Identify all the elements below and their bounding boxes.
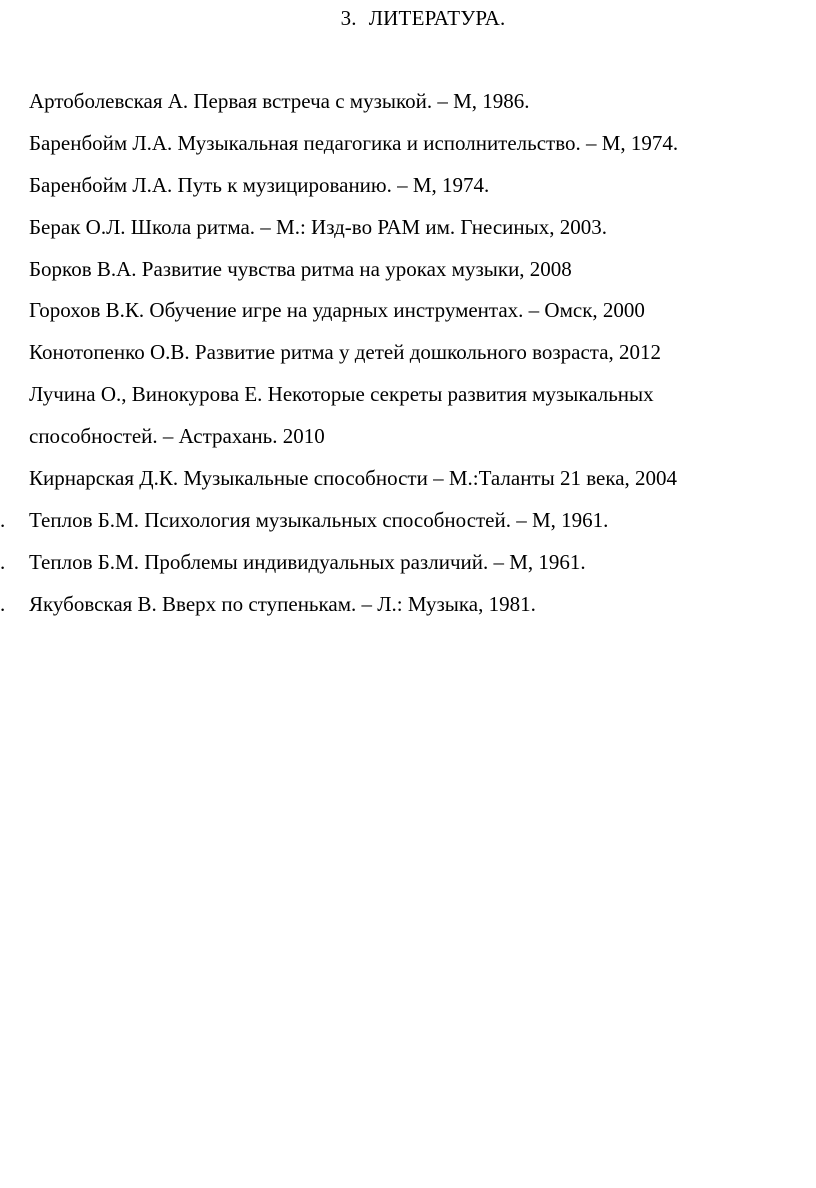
reference-item [0,337,816,379]
reference-item [0,589,816,631]
reference-item [0,212,816,254]
reference-text: Артоболевская А. Первая встреча с музыкой. – М, 1986. [29,89,530,113]
reference-text-continuation: способностей. – Астрахань. 2010 [29,424,325,449]
section-heading [0,6,816,31]
reference-item [0,379,816,421]
reference-item [0,505,816,547]
reference-text: Теплов Б.М. Психология музыкальных способностей. – М, 1961. [29,507,609,532]
reference-text: Теплов Б.М. Проблемы индивидуальных различий. – М, 1961. [29,549,586,574]
reference-text: Баренбойм Л.А. Путь к музицированию. – М, 1974. [29,172,490,197]
reference-text: Баренбойм Л.А. Музыкальная педагогика и исполнительство. – М, 1974. [29,130,679,155]
reference-marker: . [0,549,6,574]
section-number: 3. [340,6,357,30]
reference-text: Кирнарская Д.К. Музыкальные способности – М.:Таланты 21 века, 2004 [29,466,678,491]
reference-marker: . [0,591,6,616]
reference-item [0,295,816,337]
reference-item [0,128,816,170]
reference-item [0,86,816,128]
reference-list [0,86,816,631]
section-title: ЛИТЕРАТУРА. [368,6,506,30]
reference-item [0,547,816,589]
reference-text: Лучина О., Винокурова Е. Некоторые секреты развития музыкальных [29,382,654,407]
reference-item [0,254,816,296]
reference-text: Берак О.Л. Школа ритма. – М.: Изд-во РАМ им. Гнесиных, 2003. [29,214,608,239]
reference-item-continuation [0,421,816,463]
reference-marker: . [0,507,6,532]
reference-item [0,463,816,505]
reference-text: Горохов В.К. Обучение игре на ударных инструментах. – Омск, 2000 [29,298,645,323]
reference-text: Борков В.А. Развитие чувства ритма на уроках музыки, 2008 [29,256,572,281]
reference-text: Якубовская В. Вверх по ступенькам. – Л.: Музыка, 1981. [29,591,536,616]
reference-item [0,170,816,212]
reference-text: Конотопенко О.В. Развитие ритма у детей дошкольного возраста, 2012 [29,340,662,365]
